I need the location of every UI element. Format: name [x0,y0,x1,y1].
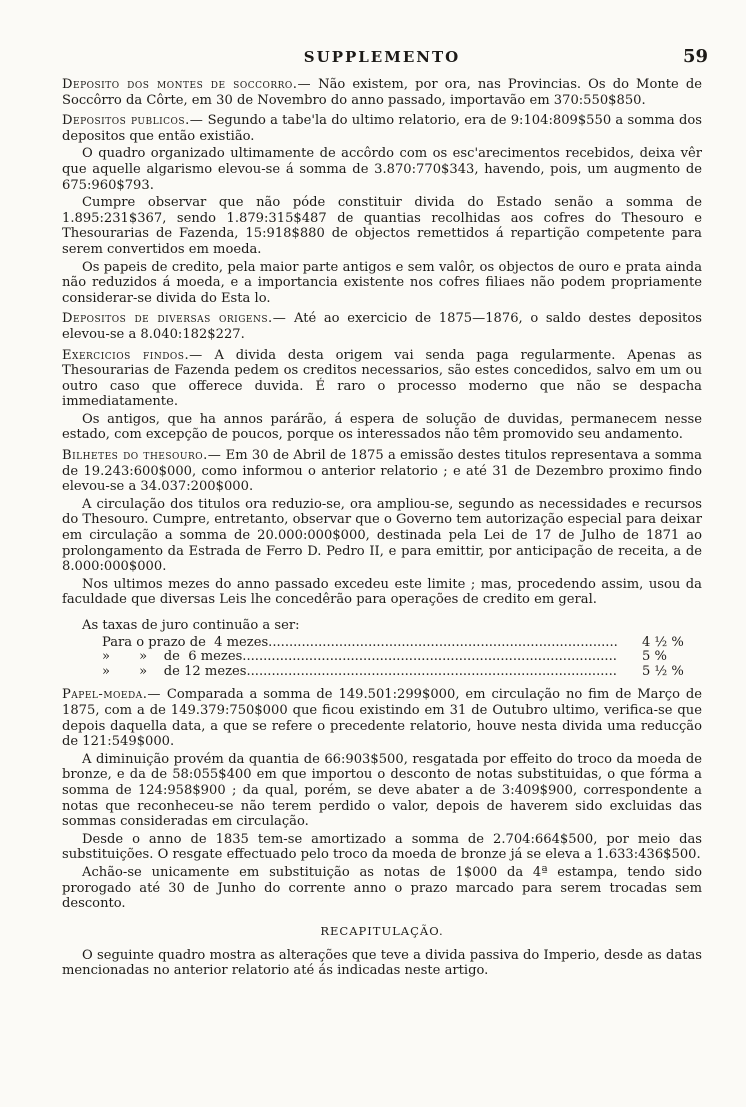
dot-leader [246,665,618,680]
paragraph-text: Segundo a tabe'la do ultimo relatorio, era de 9:104:809$550 a somma dos depositos que então existião. [62,113,702,144]
paragraph: Nos ultimos mezes do anno passado excedeu este limite ; mas, procedendo assim, usou da faculdade que diversas Leis lhe concedêrão para operações de credito em geral. [62,576,702,608]
paragraph-exercicios-findos [62,348,702,410]
paragraph-depositos-publicos [62,113,702,144]
page-header [62,42,708,72]
paragraph: Os papeis de credito, pela maior parte antigos e sem valôr, os objectos de ouro e prata ainda não reduzidos á moeda, e a importancia existente nos cofres filiaes não podem propriamente considerar-se divida do Esta lo. [62,259,702,306]
rate-row [102,665,702,680]
rate-value: 5 ½ % [642,663,684,679]
paragraph-text: A divida desta origem vai senda paga regularmente. Apenas as Thesourarias de Fazenda pedem os creditos necessarios, são estes concedidos, salvo em um ou outro caso que offerece duvida. É raro o processo moderno que não se despacha immediatamente. [62,347,703,410]
recap-heading: RECAPITULAÇÃO. [320,923,444,938]
paragraph-text: Comparada a somma de 149.501:299$000, em circulação no fim de Março de 1875, com a de 149.379:750$000 que ficou existindo em 31 de Outubro ultimo, verifica-se que depois daquella data, a que se refere o precedente relatorio, houve nesta divida uma reducção de 121:549$000. [62,687,702,750]
paragraph-heading: Depositos de diversas origens.— [62,311,287,327]
paragraph-text: Até ao exercicio de 1875—1876, o saldo destes depositos elevou-se a 8.040:182$227. [62,311,702,342]
dot-leader [242,650,618,665]
interest-rates-table [102,636,702,680]
paragraph: Cumpre observar que não póde constituir divida do Estado senão a somma de 1.895:231$367, sendo 1.879:315$487 de quantias recolhidas aos cofres do Thesouro e Thesourarias de Fazenda, 15:918$880 de objectos remettidos á repartição competente para serem convertidos em moeda. [62,195,702,257]
page-number: 59 [682,46,708,67]
rate-label: » » de 6 mezes [102,649,243,665]
paragraph-heading: Papel-moeda.— [62,687,161,703]
paragraph-papel-moeda [62,687,702,749]
paragraph: Os antigos, que ha annos parárão, á espera de solução de duvidas, permanecem nesse estado, com excepção de poucos, porque os interessados não têm promovido seu andamento. [62,411,702,443]
rate-row [102,636,702,651]
paragraph-heading: Deposito dos montes de soccorro.— [62,77,312,92]
paragraph: A circulação dos titulos ora reduzio-se, ora ampliou-se, segundo as necessidades e recursos do Thesouro. Cumpre, entretanto, observar que o Governo tem autorização especial para deixar em circulação a somma de 20.000:000$000, destinada pela Lei de 17 de Julho de 1871 ao prolongamento da Estrada de Ferro D. Pedro II, e para emittir, por anticipação de receita, a de 8.000:000$000. [62,496,703,575]
dot-leader [268,636,618,651]
recap-paragraph: O seguinte quadro mostra as alterações que teve a divida passiva do Imperio, desde as datas mencionadas no anterior relatorio até ás indicadas neste artigo. [62,947,702,979]
paragraph-heading: Exercicios findos.— [62,347,203,363]
rate-label: » » de 12 mezes [102,663,247,679]
running-title: SUPPLEMENTO [303,48,461,66]
paragraph-heading: Depositos publicos.— [62,113,204,129]
paragraph: Achão-se unicamente em substituição as notas de 1$000 da 4ª estampa, tendo sido prorogado até 30 de Junho do corrente anno o prazo marcado para serem trocadas sem desconto. [62,864,702,912]
paragraph: A diminuição provém da quantia de 66:903$500, resgatada por effeito do troco da moeda de bronze, e da de 58:055$400 em que importou o desconto de notas substituidas, o que fórma a somma de 124:958$900 ; da qual, porém, se deve abater a de 3:409$900, correspondente a notas que reconheceu-se não terem perdido o valor, depois de haverem sido excluidas das sommas consideradas em circulação. [62,751,702,830]
rates-intro: As taxas de juro continuão a ser: [82,618,300,633]
paragraph-text: Não existem, por ora, nas Provincias. Os do Monte de Soccôrro da Côrte, em 30 de Novembro do anno passado, importavão em 370:550$850. [62,77,702,108]
paragraph-text: Em 30 de Abril de 1875 a emissão destes titulos representava a somma de 19.243:600$000, como informou o anterior relatorio ; e até 31 de Dezembro proximo findo elevou-se a 34.037:200$000. [62,448,702,495]
paragraph-deposito-montes [62,77,702,108]
paragraph-depositos-diversas [62,311,702,342]
rate-value: 5 % [642,649,667,665]
rate-row [102,650,702,665]
rate-value: 4 ½ % [642,634,684,650]
paragraph-heading: Bilhetes do thesouro.— [62,448,222,464]
paragraph-bilhetes-thesouro [62,448,702,495]
paragraph: O quadro organizado ultimamente de accôrdo com os esc'arecimentos recebidos, deixa vêr que aquelle algarismo elevou-se á somma de 3.870:770$343, havendo, pois, um augmento de 675:960$793. [62,146,702,193]
paragraph: Desde o anno de 1835 tem-se amortizado a somma de 2.704:664$500, por meio das substituições. O resgate effectuado pelo troco da moeda de bronze já se eleva a 1.633:436$500. [62,831,702,863]
rate-label: Para o prazo de 4 mezes [102,634,269,650]
